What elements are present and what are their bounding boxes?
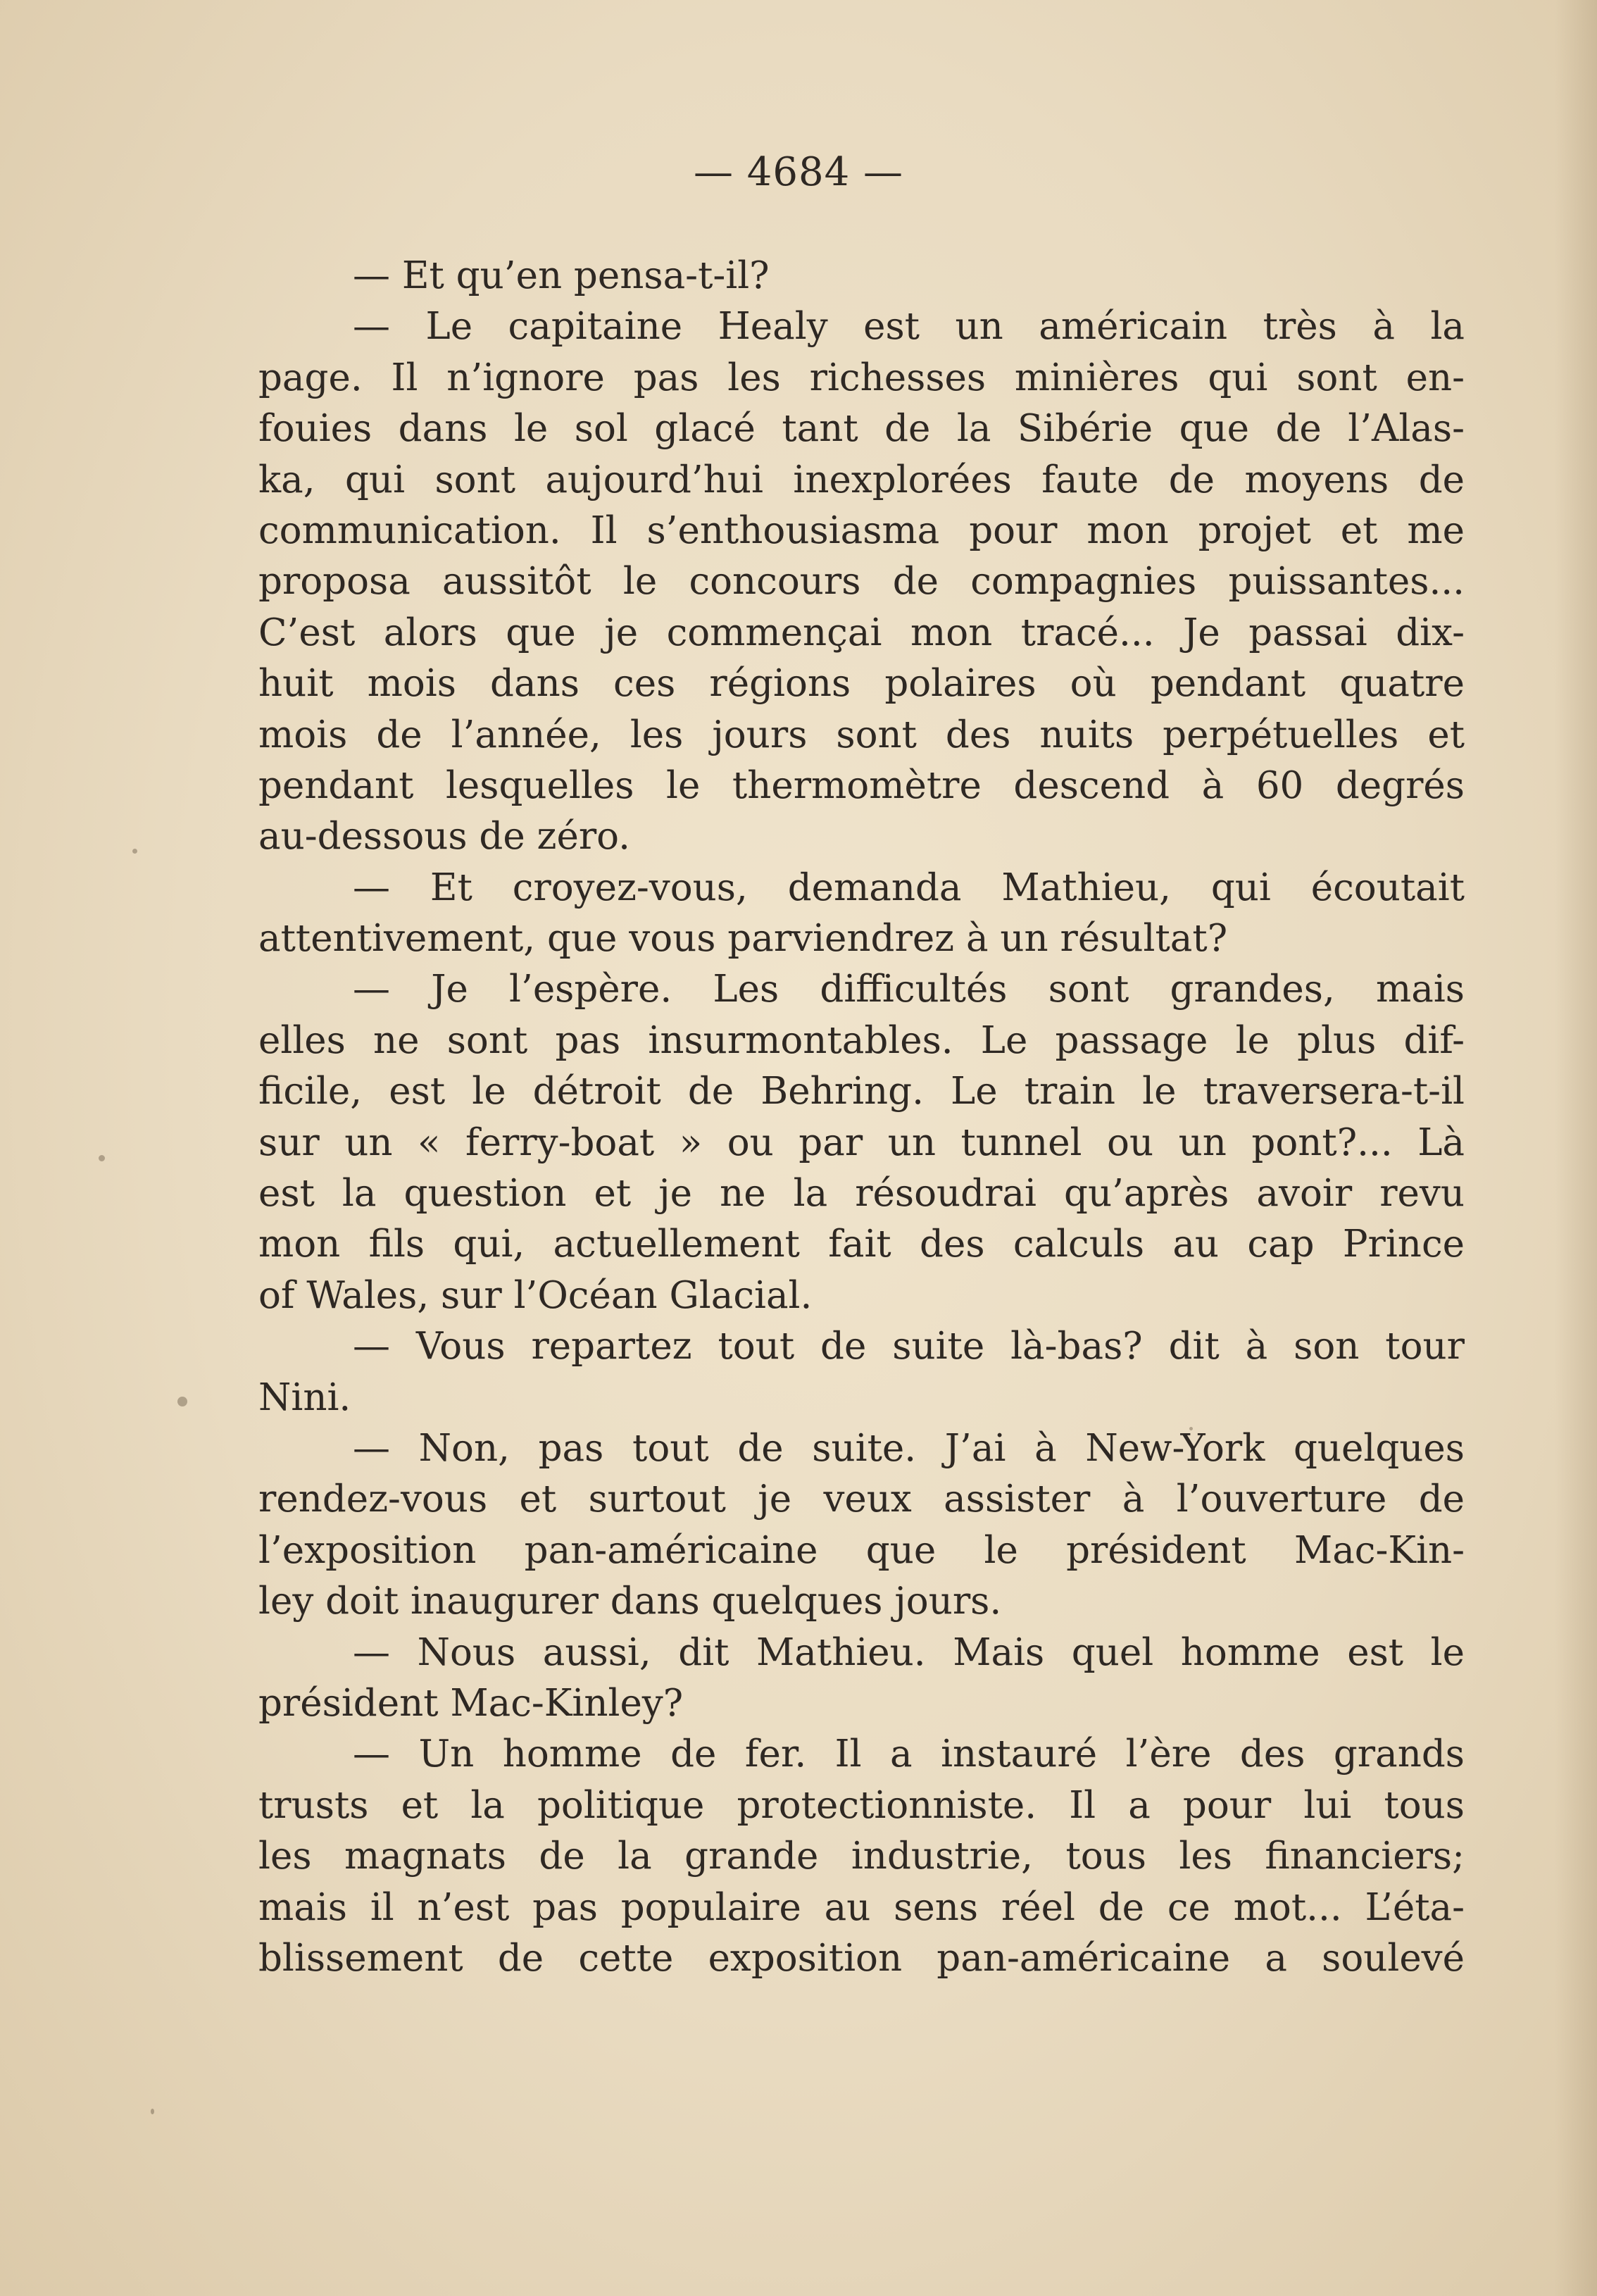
text-line: l’exposition pan-américaine que le président Mac-Kin- <box>258 1528 1465 1572</box>
paper-speck <box>151 2109 154 2114</box>
text-line: — Vous repartez tout de suite là-bas? dit à son tour <box>353 1325 1465 1368</box>
text-line: fouies dans le sol glacé tant de la Sibérie que de l’Alas- <box>258 407 1465 451</box>
text-line: — Non, pas tout de suite. J’ai à New-York quelques <box>353 1426 1465 1470</box>
text-line: huit mois dans ces régions polaires où pendant quatre <box>258 662 1465 706</box>
text-line: proposa aussitôt le concours de compagnies puissantes... <box>258 560 1465 604</box>
text-line: attentivement, que vous parviendrez à un résultat? <box>258 917 1228 961</box>
text-line: elles ne sont pas insurmontables. Le passage le plus dif- <box>258 1018 1465 1062</box>
body-text <box>258 251 1465 1984</box>
text-line: rendez-vous et surtout je veux assister à l’ouverture de <box>258 1478 1465 1521</box>
text-line: — Un homme de fer. Il a instauré l’ère des grands <box>353 1733 1465 1776</box>
text-line: mois de l’année, les jours sont des nuits perpétuelles et <box>258 713 1465 756</box>
text-line: ka, qui sont aujourd’hui inexplorées faute de moyens de <box>258 458 1465 501</box>
text-line: ficile, est le détroit de Behring. Le train le traversera-t-il <box>258 1070 1465 1113</box>
page-edge-shadow <box>1555 0 1597 2296</box>
text-line: communication. Il s’enthousiasma pour mon projet et me <box>258 509 1465 552</box>
text-line: — Nous aussi, dit Mathieu. Mais quel homme est le <box>353 1630 1465 1674</box>
text-line: of Wales, sur l’Océan Glacial. <box>258 1273 813 1317</box>
text-line: — Je l’espère. Les difficultés sont grandes, mais <box>353 968 1465 1011</box>
text-line: mais il n’est pas populaire au sens réel de ce mot... L’éta- <box>258 1885 1465 1929</box>
text-line: au-dessous de zéro. <box>258 815 631 859</box>
text-line: sur un « ferry-boat » ou par un tunnel ou un pont?... Là <box>258 1121 1465 1164</box>
text-line: blissement de cette exposition pan-américaine a soulevé <box>258 1936 1465 1980</box>
text-line: page. Il n’ignore pas les richesses minières qui sont en- <box>258 356 1465 399</box>
text-line: trusts et la politique protectionniste. Il a pour lui tous <box>258 1783 1465 1827</box>
text-line: Nini. <box>258 1375 351 1419</box>
text-line: — Et qu’en pensa-t-il? <box>353 254 770 297</box>
paper-speck <box>132 849 137 854</box>
text-line: est la question et je ne la résoudrai qu’après avoir revu <box>258 1172 1465 1216</box>
paper-speck <box>99 1155 105 1161</box>
page-number: — 4684 — <box>693 149 904 195</box>
paper-speck <box>177 1397 187 1406</box>
text-line: — Et croyez-vous, demanda Mathieu, qui écoutait <box>353 866 1465 909</box>
text-line: mon fils qui, actuellement fait des calculs au cap Prince <box>258 1223 1465 1266</box>
text-line: président Mac-Kinley? <box>258 1681 684 1725</box>
text-line: — Le capitaine Healy est un américain très à la <box>353 305 1465 349</box>
text-line: pendant lesquelles le thermomètre descend à 60 degrés <box>258 763 1465 807</box>
paper-speck <box>1189 1427 1193 1430</box>
text-line: ley doit inaugurer dans quelques jours. <box>258 1580 1002 1623</box>
text-line: les magnats de la grande industrie, tous les financiers; <box>258 1835 1465 1878</box>
text-line: C’est alors que je commençai mon tracé... Je passai dix- <box>258 611 1465 654</box>
